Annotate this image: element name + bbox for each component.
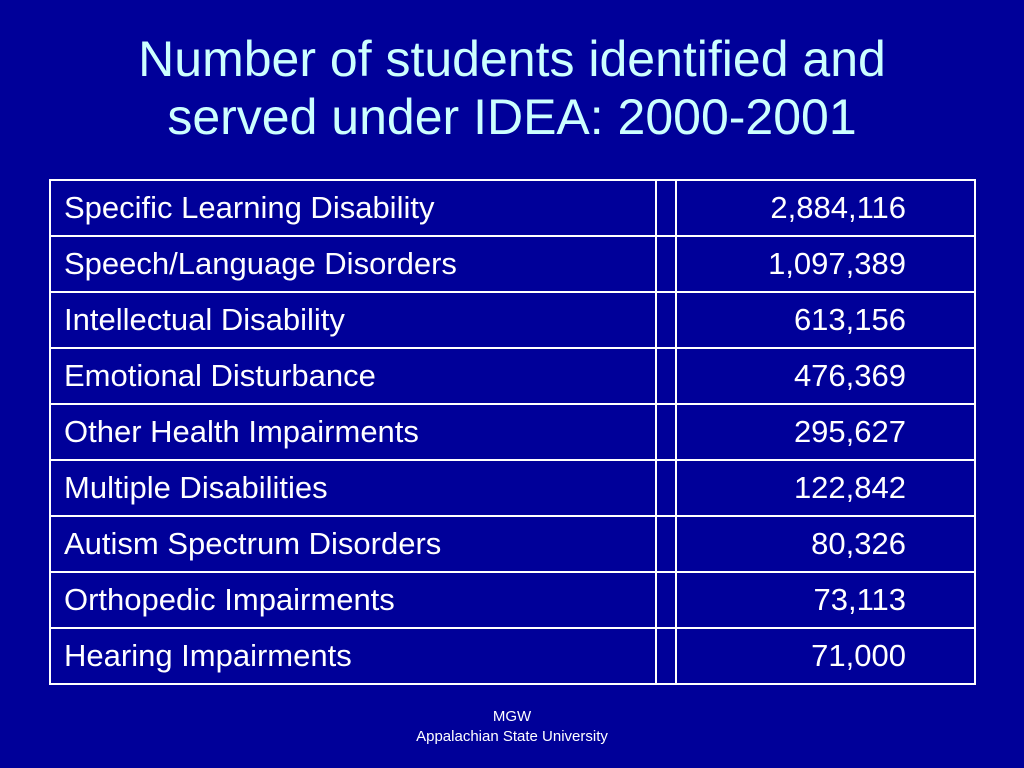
table-row [50, 572, 975, 628]
title-line-1: Number of students identified and [138, 31, 886, 87]
spacer-cell [656, 348, 675, 404]
table-row [50, 628, 975, 684]
count-cell: 476,369 [676, 348, 975, 404]
table-row [50, 460, 975, 516]
slide-footer [0, 707, 1024, 747]
title-line-2: served under IDEA: 2000-2001 [167, 89, 857, 145]
spacer-cell [656, 516, 675, 572]
category-cell: Intellectual Disability [50, 292, 656, 348]
count-cell: 613,156 [676, 292, 975, 348]
count-cell: 122,842 [676, 460, 975, 516]
count-cell: 73,113 [676, 572, 975, 628]
slide-title [0, 30, 1024, 146]
table-row [50, 236, 975, 292]
count-cell: 71,000 [676, 628, 975, 684]
category-cell: Speech/Language Disorders [50, 236, 656, 292]
spacer-cell [656, 572, 675, 628]
category-cell: Multiple Disabilities [50, 460, 656, 516]
spacer-cell [656, 236, 675, 292]
category-cell: Autism Spectrum Disorders [50, 516, 656, 572]
category-cell: Other Health Impairments [50, 404, 656, 460]
table-row [50, 292, 975, 348]
category-cell: Hearing Impairments [50, 628, 656, 684]
count-cell: 80,326 [676, 516, 975, 572]
table-row [50, 516, 975, 572]
spacer-cell [656, 628, 675, 684]
table-row [50, 180, 975, 236]
table-row [50, 404, 975, 460]
table-row [50, 348, 975, 404]
spacer-cell [656, 180, 675, 236]
footer-author: MGW [492, 708, 532, 725]
category-cell: Emotional Disturbance [50, 348, 656, 404]
spacer-cell [656, 460, 675, 516]
footer-institution: Appalachian State University [416, 728, 608, 745]
count-cell: 2,884,116 [676, 180, 975, 236]
disability-counts-table [49, 179, 976, 685]
spacer-cell [656, 404, 675, 460]
category-cell: Orthopedic Impairments [50, 572, 656, 628]
spacer-cell [656, 292, 675, 348]
category-cell: Specific Learning Disability [50, 180, 656, 236]
count-cell: 295,627 [676, 404, 975, 460]
count-cell: 1,097,389 [676, 236, 975, 292]
